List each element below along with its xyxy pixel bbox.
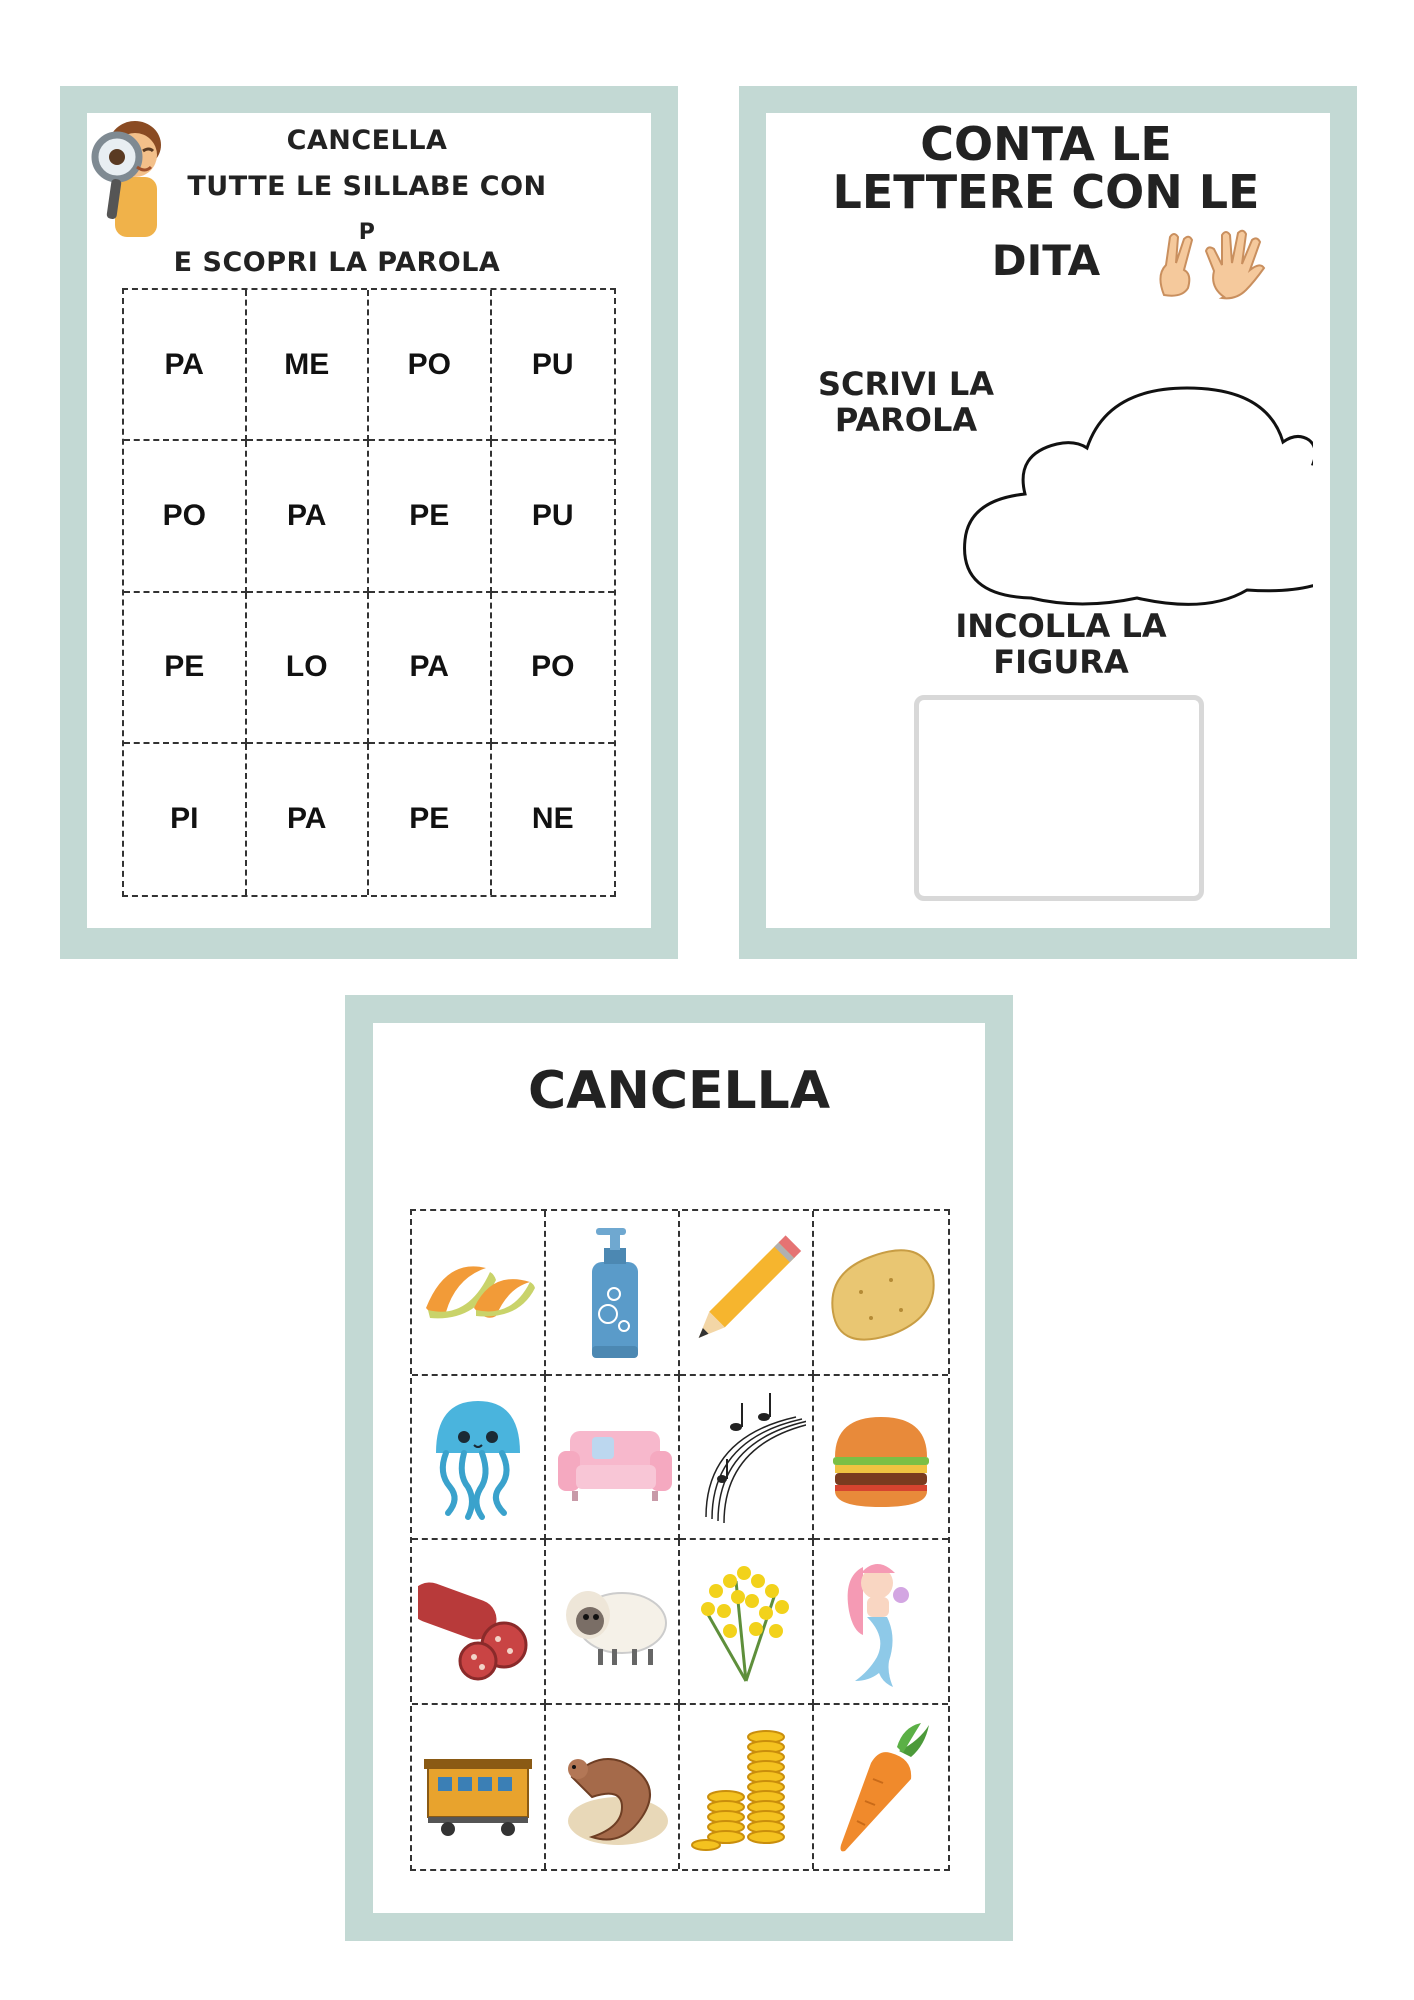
picture-worksheet-page bbox=[373, 1023, 985, 1913]
salami-icon bbox=[418, 1551, 538, 1691]
sofa-icon bbox=[552, 1387, 672, 1527]
carrot-icon bbox=[821, 1717, 941, 1857]
worksheet-title-line1: CANCELLA bbox=[286, 125, 448, 156]
syllable-cell[interactable]: PI bbox=[124, 744, 247, 895]
picture-cell[interactable] bbox=[412, 1376, 546, 1541]
syllable-cell[interactable]: PE bbox=[124, 593, 247, 744]
syllable-grid bbox=[122, 288, 616, 897]
pencil-icon bbox=[686, 1222, 806, 1362]
count-title-line3: DITA bbox=[991, 236, 1101, 285]
picture-cell[interactable] bbox=[412, 1211, 546, 1376]
syllable-cell[interactable]: ME bbox=[247, 290, 370, 441]
picture-cell[interactable] bbox=[814, 1376, 948, 1541]
picture-worksheet-title: CANCELLA bbox=[527, 1061, 831, 1121]
picture-cell[interactable] bbox=[814, 1540, 948, 1705]
count-letters-page bbox=[766, 113, 1330, 928]
syllable-cell[interactable]: PE bbox=[369, 744, 492, 895]
count-letters-card bbox=[739, 86, 1357, 959]
hamburger-icon bbox=[821, 1387, 941, 1527]
melon-icon bbox=[418, 1222, 538, 1362]
cloud-write-area[interactable] bbox=[961, 383, 1313, 613]
worksheet-title-letter: P bbox=[358, 220, 376, 245]
syllable-cell[interactable]: PA bbox=[247, 744, 370, 895]
picture-worksheet-card bbox=[345, 995, 1013, 1941]
picture-cell[interactable] bbox=[546, 1211, 680, 1376]
worksheet-title-line4: E SCOPRI LA PAROLA bbox=[173, 247, 501, 278]
worksheet-title-line2: TUTTE LE SILLABE CON bbox=[187, 171, 547, 202]
picture-cell[interactable] bbox=[412, 1540, 546, 1705]
syllable-worksheet-card bbox=[60, 86, 678, 959]
syllable-cell[interactable]: NE bbox=[531, 802, 574, 836]
picture-cell[interactable] bbox=[680, 1376, 814, 1541]
syllable-cell[interactable]: PO bbox=[124, 441, 247, 592]
picture-grid bbox=[410, 1209, 950, 1871]
train-wagon-icon bbox=[418, 1717, 538, 1857]
picture-cell[interactable] bbox=[412, 1705, 546, 1870]
syllable-cell[interactable]: PA bbox=[124, 290, 247, 441]
glue-picture-label-line1: INCOLLA LA bbox=[955, 607, 1167, 645]
soap-bottle-icon bbox=[552, 1222, 672, 1362]
snake-icon bbox=[552, 1717, 672, 1857]
coins-icon bbox=[686, 1717, 806, 1857]
syllable-cell[interactable]: PU bbox=[492, 290, 615, 441]
picture-cell[interactable] bbox=[680, 1705, 814, 1870]
syllable-cell[interactable]: LO bbox=[247, 593, 370, 744]
counting-hands-icon bbox=[1144, 225, 1294, 305]
picture-cell[interactable] bbox=[814, 1211, 948, 1376]
picture-cell[interactable] bbox=[546, 1705, 680, 1870]
count-title-line2: LETTERE CON LE bbox=[832, 165, 1260, 219]
sheep-icon bbox=[552, 1551, 672, 1691]
mimosa-icon bbox=[686, 1551, 806, 1691]
picture-cell[interactable] bbox=[546, 1540, 680, 1705]
picture-cell[interactable] bbox=[680, 1540, 814, 1705]
picture-cell[interactable] bbox=[814, 1705, 948, 1870]
write-word-label-line1: SCRIVI LA bbox=[817, 365, 995, 403]
picture-cell[interactable] bbox=[680, 1211, 814, 1376]
syllable-cell[interactable]: PO bbox=[492, 593, 615, 744]
potato-icon bbox=[821, 1222, 941, 1362]
syllable-cell[interactable]: PE bbox=[369, 441, 492, 592]
glue-picture-box[interactable] bbox=[914, 695, 1204, 901]
syllable-worksheet-page bbox=[87, 113, 651, 928]
picture-cell[interactable] bbox=[546, 1376, 680, 1541]
jellyfish-icon bbox=[418, 1387, 538, 1527]
count-title-line1: CONTA LE bbox=[920, 117, 1172, 171]
syllable-cell[interactable]: PO bbox=[369, 290, 492, 441]
syllable-cell[interactable]: PA bbox=[369, 593, 492, 744]
mermaid-icon bbox=[821, 1551, 941, 1691]
glue-picture-label-line2: FIGURA bbox=[993, 643, 1129, 681]
syllable-cell[interactable]: PU bbox=[492, 441, 615, 592]
music-notes-icon bbox=[686, 1387, 806, 1527]
write-word-label-line2: PAROLA bbox=[834, 401, 978, 439]
syllable-cell[interactable]: PA bbox=[247, 441, 370, 592]
